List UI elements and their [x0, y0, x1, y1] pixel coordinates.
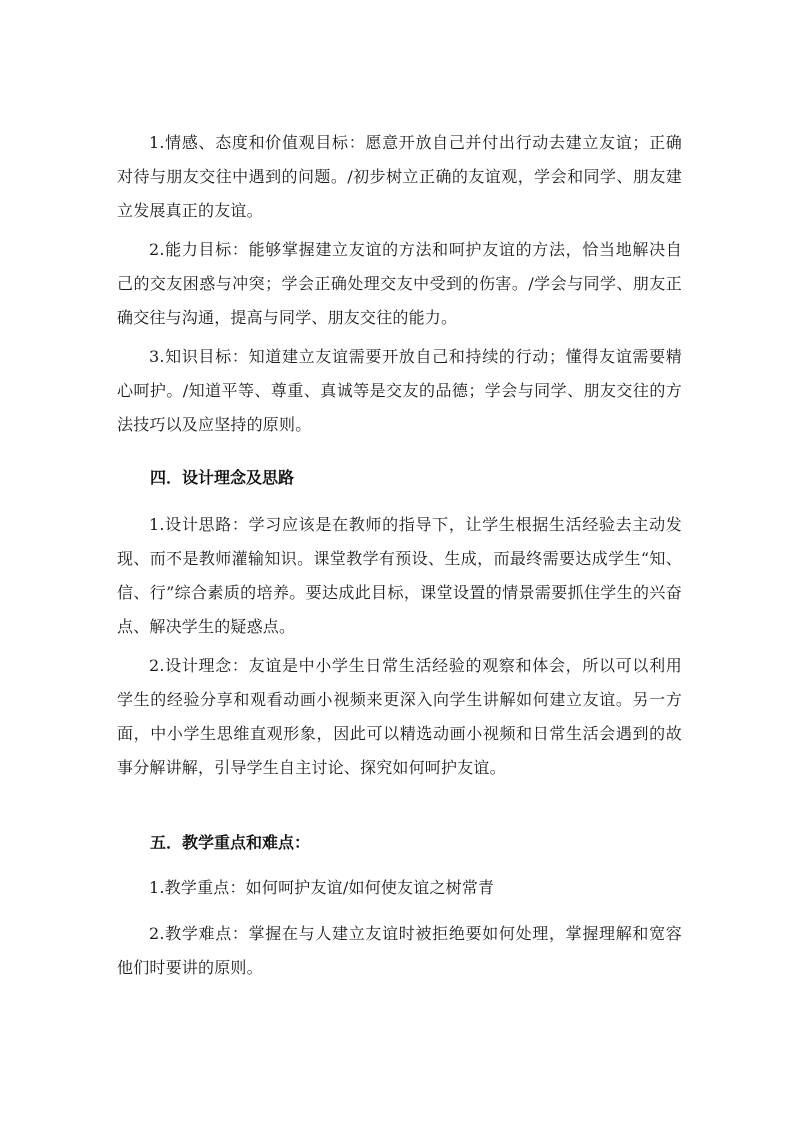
- goal-paragraph-emotion: 1.情感、态度和价值观目标：愿意开放自己并付出行动去建立友谊；正确对待与朋友交往中遇到的问题。/初步树立正确的友谊观，学会和同学、朋友建立发展真正的友谊。: [117, 133, 682, 220]
- section-4-heading: 四．设计理念及思路: [150, 468, 295, 487]
- teaching-difficulty-paragraph: 2.教学难点：掌握在与人建立友谊时被拒绝要如何处理，掌握理解和宽容他们时要讲的原则。: [117, 924, 682, 977]
- design-thinking-paragraph: 1.设计思路：学习应该是在教师的指导下，让学生根据生活经验去主动发现、而不是教师灌输知识。课堂教学有预设、生成，而最终需要达成学生“知、信、行”综合素质的培养。要达成此目标，课堂设置的情景需要抓住学生的兴奋点、解决学生的疑惑点。: [117, 515, 682, 636]
- goal-paragraph-knowledge: 3.知识目标：知道建立友谊需要开放自己和持续的行动；懂得友谊需要精心呵护。/知道平等、尊重、真诚等是交友的品德；学会与同学、朋友交往的方法技巧以及应坚持的原则。: [117, 347, 682, 434]
- teaching-key-point-paragraph: 1.教学重点：如何呵护友谊/如何使友谊之树常青: [149, 878, 495, 897]
- goal-paragraph-ability: 2.能力目标：能够掌握建立友谊的方法和呵护友谊的方法，恰当地解决自己的交友困惑与冲突；学会正确处理交友中受到的伤害。/学会与同学、朋友正确交往与沟通，提高与同学、朋友交往的能力。: [117, 240, 682, 327]
- design-concept-paragraph: 2.设计理念：友谊是中小学生日常生活经验的观察和体会，所以可以利用学生的经验分享和观看动画小视频来更深入向学生讲解如何建立友谊。另一方面，中小学生思维直观形象，因此可以精选动画小视频和日常生活会遇到的故事分解讲解，引导学生自主讨论、探究如何呵护友谊。: [117, 656, 682, 777]
- section-5-heading: 五．教学重点和难点：: [150, 833, 311, 852]
